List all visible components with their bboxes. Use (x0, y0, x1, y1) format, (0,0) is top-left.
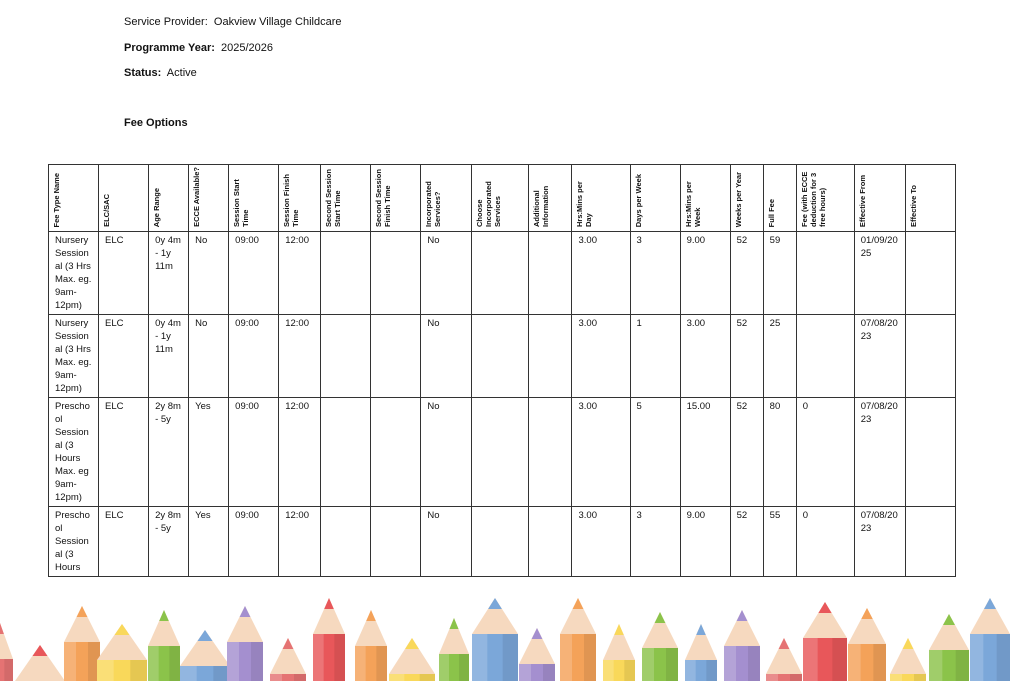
table-cell: 3.00 (680, 315, 730, 398)
column-header-label: Effective To (908, 185, 918, 227)
pencil (180, 630, 230, 681)
column-header (421, 165, 472, 232)
table-cell: 09:00 (229, 232, 279, 315)
table-row (49, 398, 956, 507)
table-cell: Yes (189, 398, 229, 507)
pencil (0, 623, 13, 681)
column-header (279, 165, 321, 232)
table-cell: 0y 4m - 1y 11m (149, 232, 189, 315)
programme-year-label: Programme Year: (124, 42, 215, 54)
column-header-label: Choose Incorporated Services (475, 181, 503, 227)
pencil (560, 598, 596, 681)
column-header (572, 165, 630, 232)
column-header (796, 165, 854, 232)
table-cell: 12:00 (279, 232, 321, 315)
table-cell: 52 (730, 315, 763, 398)
table-cell: 0y 4m - 1y 11m (149, 315, 189, 398)
pencil (97, 624, 147, 681)
pencil (15, 645, 65, 681)
table-cell (529, 232, 572, 315)
table-cell: 52 (730, 232, 763, 315)
table-cell: 07/08/2023 (854, 398, 905, 507)
pencil (519, 628, 555, 681)
table-cell: 3.00 (572, 507, 630, 577)
table-cell: Yes (189, 507, 229, 577)
table-cell: 2y 8m - 5y (149, 398, 189, 507)
table-cell: 9.00 (680, 507, 730, 577)
table-cell: 55 (763, 507, 796, 577)
column-header (905, 165, 955, 232)
column-header-label: Hrs:Mins per Week (683, 181, 702, 227)
pencil (355, 610, 387, 681)
table-cell: 12:00 (279, 398, 321, 507)
table-cell (796, 232, 854, 315)
service-provider-value: Oakview Village Childcare (213, 16, 342, 28)
table-cell: 09:00 (229, 398, 279, 507)
column-header (680, 165, 730, 232)
pencil (890, 638, 926, 681)
table-cell: ELC (99, 232, 149, 315)
table-cell: 09:00 (229, 315, 279, 398)
table-cell: 80 (763, 398, 796, 507)
pencil (803, 602, 847, 681)
table-cell (321, 315, 371, 398)
table-cell: No (421, 398, 472, 507)
column-header (149, 165, 189, 232)
column-header-label: Incorporated Services? (424, 181, 443, 227)
pencil (227, 606, 263, 681)
table-cell: 3 (630, 232, 680, 315)
table-cell (472, 398, 529, 507)
table-cell (472, 315, 529, 398)
column-header-label: Fee Type Name (52, 172, 61, 227)
table-cell: Preschool Sessional (3 Hours (49, 507, 99, 577)
service-provider-label: Service Provider: (124, 16, 208, 28)
table-cell: 1 (630, 315, 680, 398)
table-cell: Preschool Sessional (3 Hours Max. eg 9am-12pm) (49, 398, 99, 507)
column-header-label: Second Session Start Time (324, 169, 343, 227)
table-cell: No (421, 507, 472, 577)
column-header-label: Session Start Time (232, 179, 251, 227)
table-cell (371, 315, 421, 398)
column-header-label: Age Range (152, 187, 162, 227)
fee-options-table (48, 164, 956, 577)
table-cell: 12:00 (279, 315, 321, 398)
table-row (49, 315, 956, 398)
table-cell: ELC (99, 507, 149, 577)
status-label: Status: (124, 67, 162, 79)
column-header-label: Additional Information (532, 185, 551, 227)
table-cell: 12:00 (279, 507, 321, 577)
table-cell: Nursery Sessional (3 Hrs Max. eg. 9am-12pm) (49, 315, 99, 398)
column-header (321, 165, 371, 232)
table-cell: No (189, 315, 229, 398)
column-header-label: Days per Week (633, 173, 643, 227)
table-cell: 52 (730, 507, 763, 577)
table-cell (371, 232, 421, 315)
table-cell: 9.00 (680, 232, 730, 315)
table-cell: No (189, 232, 229, 315)
pencil (313, 598, 345, 681)
table-cell (905, 507, 955, 577)
table-cell (321, 398, 371, 507)
table-cell (321, 507, 371, 577)
pencil (766, 638, 802, 681)
table-row (49, 232, 956, 315)
table-cell: 52 (730, 398, 763, 507)
table-cell (371, 398, 421, 507)
table-cell: 0 (796, 398, 854, 507)
table-cell (905, 232, 955, 315)
pencil (603, 624, 635, 681)
column-header-label: Full Fee (766, 198, 776, 227)
column-header (529, 165, 572, 232)
column-header-label: Fee (with ECCE deduction for 3 free hours) (799, 171, 827, 227)
table-cell: 3 (630, 507, 680, 577)
pencil (472, 598, 518, 681)
pencil (389, 638, 435, 681)
table-cell: ELC (99, 398, 149, 507)
pencil (848, 608, 886, 681)
column-header (49, 165, 99, 232)
table-cell (529, 315, 572, 398)
table-cell: Nursery Sessional (3 Hrs Max. eg. 9am-12pm) (49, 232, 99, 315)
pencil (642, 612, 678, 681)
table-cell (321, 232, 371, 315)
table-cell: 5 (630, 398, 680, 507)
table-cell (796, 315, 854, 398)
pencil (64, 606, 100, 681)
programme-year-line (124, 42, 273, 54)
table-cell: 01/09/2025 (854, 232, 905, 315)
pencil (685, 624, 717, 681)
table-cell: 25 (763, 315, 796, 398)
pencil-border-decoration (0, 578, 1010, 681)
status-line (124, 67, 197, 79)
table-cell: No (421, 232, 472, 315)
table-cell (529, 398, 572, 507)
pencil (970, 598, 1010, 681)
pencil (270, 638, 306, 681)
column-header (763, 165, 796, 232)
column-header (730, 165, 763, 232)
column-header-label: Second Session Finish Time (374, 169, 393, 227)
service-provider-line (124, 16, 341, 28)
column-header (472, 165, 529, 232)
programme-year-value: 2025/2026 (221, 42, 274, 54)
table-cell: 2y 8m - 5y (149, 507, 189, 577)
pencil (439, 618, 469, 681)
table-cell: 07/08/2023 (854, 507, 905, 577)
table-cell: 0 (796, 507, 854, 577)
pencil (929, 614, 969, 681)
table-cell (472, 232, 529, 315)
table-cell: 59 (763, 232, 796, 315)
column-header (229, 165, 279, 232)
table-cell (905, 398, 955, 507)
column-header-label: ECCE Available? (192, 167, 202, 227)
column-header-label: Hrs:Mins per Day (575, 181, 594, 227)
column-header (371, 165, 421, 232)
table-cell: 07/08/2023 (854, 315, 905, 398)
table-cell: 3.00 (572, 232, 630, 315)
column-header-label: Weeks per Year (733, 171, 743, 227)
table-cell: 09:00 (229, 507, 279, 577)
pencil (724, 610, 760, 681)
column-header-label: Session Finish Time (282, 174, 301, 227)
table-row (49, 507, 956, 577)
column-header (630, 165, 680, 232)
table-cell: No (421, 315, 472, 398)
fee-options-title: Fee Options (124, 117, 188, 129)
status-value: Active (166, 67, 197, 79)
table-cell: ELC (99, 315, 149, 398)
table-cell: 3.00 (572, 315, 630, 398)
column-header (99, 165, 149, 232)
table-cell: 15.00 (680, 398, 730, 507)
pencil (148, 610, 180, 681)
column-header-label: Effective From (857, 174, 867, 227)
column-header (189, 165, 229, 232)
table-header-row (49, 165, 956, 232)
column-header-label: ELC/SAC (102, 194, 112, 227)
table-cell (905, 315, 955, 398)
table-cell: 3.00 (572, 398, 630, 507)
table-cell (371, 507, 421, 577)
table-cell (529, 507, 572, 577)
table-cell (472, 507, 529, 577)
column-header (854, 165, 905, 232)
